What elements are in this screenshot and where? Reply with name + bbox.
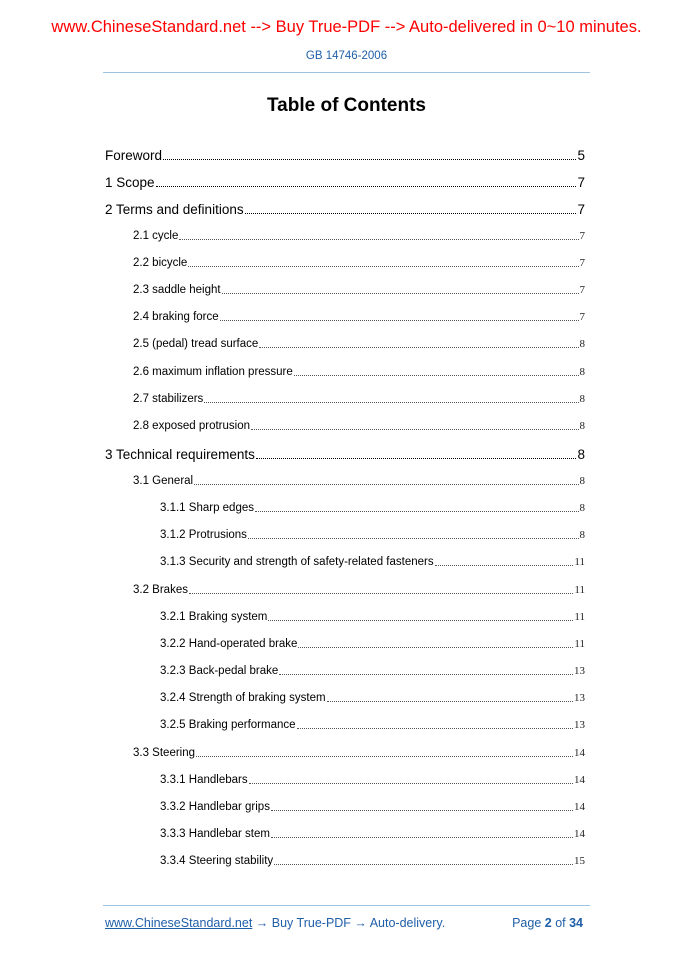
footer-url[interactable]: www.ChineseStandard.net	[105, 916, 253, 930]
toc-entry[interactable]	[160, 774, 585, 786]
toc-leader-dots	[196, 756, 573, 757]
toc-entry-label: 3.2.1 Braking system	[160, 611, 268, 623]
toc-leader-dots	[298, 647, 573, 648]
footer-link[interactable]	[105, 916, 445, 930]
toc-entry-label: 2.7 stabilizers	[133, 393, 204, 405]
toc-leader-dots	[204, 402, 578, 403]
toc-entry-label: 3.2.4 Strength of braking system	[160, 692, 326, 704]
toc-entry-page: 7	[577, 202, 585, 217]
toc-leader-dots	[156, 186, 577, 187]
toc-entry-page: 8	[579, 393, 585, 405]
toc-entry-label: 3.3.2 Handlebar grips	[160, 801, 270, 813]
toc-entry-page: 14	[574, 774, 585, 786]
toc-entry-page: 11	[574, 638, 585, 650]
toc-entry-label: 3 Technical requirements	[105, 447, 255, 462]
toc-entry-label: 3.2.3 Back-pedal brake	[160, 665, 279, 677]
toc-entry[interactable]	[160, 692, 585, 704]
toc-leader-dots	[220, 320, 579, 321]
toc-leader-dots	[256, 458, 577, 459]
toc-entry[interactable]	[133, 366, 585, 378]
toc-leader-dots	[189, 593, 573, 594]
toc-leader-dots	[294, 375, 579, 376]
toc-leader-dots	[194, 484, 578, 485]
top-banner[interactable]: www.ChineseStandard.net --> Buy True-PDF --> Auto-delivered in 0~10 minutes.	[51, 18, 642, 36]
toc-entry-label: 3.1.2 Protrusions	[160, 529, 247, 541]
toc-entry-label: 3.2.5 Braking performance	[160, 719, 296, 731]
toc-entry-label: 2.5 (pedal) tread surface	[133, 338, 259, 350]
toc-leader-dots	[327, 701, 573, 702]
toc-entry-label: 3.3.3 Handlebar stem	[160, 828, 270, 840]
toc-entry-page: 8	[577, 447, 585, 462]
toc-entry[interactable]	[105, 175, 585, 190]
toc-leader-dots	[297, 728, 573, 729]
toc-entry[interactable]	[160, 529, 585, 541]
toc-entry[interactable]	[133, 747, 585, 759]
toc-entry-label: 2.1 cycle	[133, 230, 179, 242]
toc-entry[interactable]	[105, 202, 585, 217]
toc-entry-label: 3.2.2 Hand-operated brake	[160, 638, 298, 650]
footer-divider	[103, 905, 590, 906]
toc-leader-dots	[249, 783, 573, 784]
page-prefix: Page	[512, 916, 545, 930]
toc-entry-page: 5	[577, 148, 585, 163]
toc-entry[interactable]	[133, 338, 585, 350]
toc-entry-page: 14	[574, 747, 585, 759]
page-number	[512, 916, 583, 930]
document-id: GB 14746-2006	[305, 50, 388, 62]
toc-entry-page: 11	[574, 556, 585, 568]
toc-leader-dots	[435, 565, 574, 566]
toc-entry-label: Foreword	[105, 148, 163, 163]
toc-leader-dots	[271, 837, 573, 838]
toc-entry[interactable]	[133, 584, 585, 596]
toc-entry-label: 3.3 Steering	[133, 747, 196, 759]
toc-entry-page: 8	[579, 420, 585, 432]
toc-entry-label: 3.2 Brakes	[133, 584, 188, 596]
toc-entry-page: 7	[579, 311, 585, 323]
toc-entry[interactable]	[160, 801, 585, 813]
toc-entry-label: 2.4 braking force	[133, 311, 219, 323]
toc-leader-dots	[163, 159, 576, 160]
toc-entry[interactable]	[160, 611, 585, 623]
toc-entry-page: 8	[579, 529, 585, 541]
toc-leader-dots	[245, 213, 577, 214]
toc-entry[interactable]	[105, 148, 585, 163]
page-of: of	[551, 916, 570, 930]
toc-entry[interactable]	[160, 828, 585, 840]
toc-entry[interactable]	[160, 855, 585, 867]
toc-entry-label: 2.3 saddle height	[133, 284, 221, 296]
toc-entry-page: 13	[574, 665, 585, 677]
toc-entry-label: 3.1 General	[133, 475, 194, 487]
toc-entry-page: 7	[579, 284, 585, 296]
toc-leader-dots	[222, 293, 579, 294]
toc-entry-page: 8	[579, 366, 585, 378]
toc-entry-label: 2.6 maximum inflation pressure	[133, 366, 293, 378]
toc-entry-page: 7	[579, 257, 585, 269]
toc-entry[interactable]	[160, 638, 585, 650]
toc-entry[interactable]	[160, 665, 585, 677]
toc-entry[interactable]	[133, 420, 585, 432]
toc-entry-label: 3.1.1 Sharp edges	[160, 502, 254, 514]
toc-entry-label: 2 Terms and definitions	[105, 202, 244, 217]
footer-link-text: → Buy True-PDF → Auto-delivery.	[252, 916, 446, 930]
toc-entry[interactable]	[133, 311, 585, 323]
toc-leader-dots	[259, 347, 578, 348]
toc-entry[interactable]	[133, 257, 585, 269]
toc-leader-dots	[279, 674, 573, 675]
toc-entry[interactable]	[160, 556, 585, 568]
toc-entry-page: 8	[579, 338, 585, 350]
toc-entry-label: 3.3.4 Steering stability	[160, 855, 274, 867]
toc-entry-page: 14	[574, 828, 585, 840]
toc-entry-page: 7	[577, 175, 585, 190]
toc-leader-dots	[268, 620, 573, 621]
toc-leader-dots	[271, 810, 573, 811]
page-current: 2	[544, 916, 552, 930]
page-total: 34	[569, 916, 583, 930]
toc-leader-dots	[179, 239, 578, 240]
toc-entry-page: 13	[574, 719, 585, 731]
toc-entry-page: 8	[579, 475, 585, 487]
toc-entry[interactable]	[105, 447, 585, 462]
toc-leader-dots	[248, 538, 579, 539]
toc-entry[interactable]	[133, 475, 585, 487]
toc-entry-page: 14	[574, 801, 585, 813]
toc-entry[interactable]	[133, 393, 585, 405]
toc-entry-page: 13	[574, 692, 585, 704]
toc-entry-label: 3.3.1 Handlebars	[160, 774, 248, 786]
toc-leader-dots	[255, 511, 579, 512]
toc-entry[interactable]	[160, 502, 585, 514]
toc-entry-label: 3.1.3 Security and strength of safety-related fasteners	[160, 556, 434, 568]
toc-entry-label: 1 Scope	[105, 175, 155, 190]
toc-entry-page: 7	[579, 230, 585, 242]
toc-leader-dots	[274, 864, 573, 865]
toc-entry-label: 2.2 bicycle	[133, 257, 188, 269]
toc-entry-page: 8	[579, 502, 585, 514]
page-title: Table of Contents	[266, 95, 427, 116]
toc-leader-dots	[188, 266, 578, 267]
toc-leader-dots	[251, 429, 579, 430]
toc-entry[interactable]	[133, 230, 585, 242]
toc-entry-label: 2.8 exposed protrusion	[133, 420, 250, 432]
toc-entry-page: 15	[574, 855, 585, 867]
toc-entry-page: 11	[574, 611, 585, 623]
toc-entry[interactable]	[133, 284, 585, 296]
header-divider	[103, 72, 590, 73]
toc-entry-page: 11	[574, 584, 585, 596]
toc-entry[interactable]	[160, 719, 585, 731]
